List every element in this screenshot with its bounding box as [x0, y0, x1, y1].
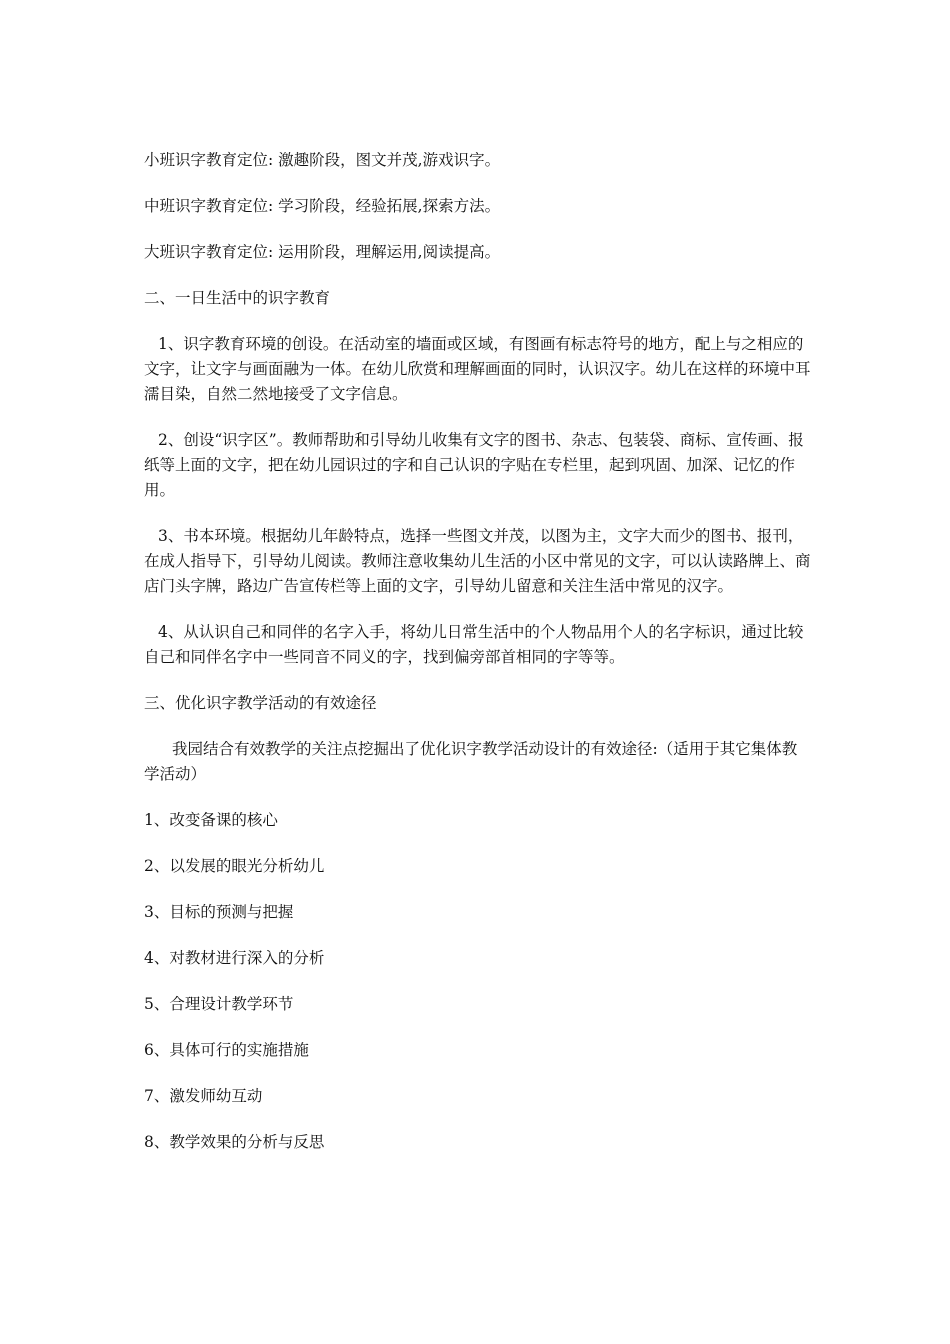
- positioning-middle-class: 中班识字教育定位: 学习阶段，经验拓展,探索方法。: [144, 197, 501, 215]
- list-item: 8、教学效果的分析与反思: [144, 1133, 325, 1151]
- section-heading-3: 三、优化识字教学活动的有效途径: [144, 694, 377, 712]
- positioning-large-class: 大班识字教育定位: 运用阶段，理解运用,阅读提高。: [144, 243, 501, 261]
- section2-paragraph: 4、从认识自己和同伴的名字入手，将幼儿日常生活中的个人物品用个人的名字标识，通过比较自己和同伴名字中一些同音不同义的字，找到偏旁部首相同的字等等。: [144, 623, 804, 666]
- list-item: 3、目标的预测与把握: [144, 903, 294, 921]
- section3-intro: 我园结合有效教学的关注点挖掘出了优化识字教学活动设计的有效途径:（适用于其它集体教学活动）: [144, 740, 798, 783]
- section2-paragraph: 1、识字教育环境的创设。在活动室的墙面或区域，有图画有标志符号的地方，配上与之相应的文字，让文字与画面融为一体。在幼儿欣赏和理解画面的同时，认识汉字。幼儿在这样的环境中耳濡目染，自然二然地接受了文字信息。: [144, 335, 811, 403]
- list-item: 1、改变备课的核心: [144, 811, 278, 829]
- section-heading-2: 二、一日生活中的识字教育: [144, 289, 331, 307]
- document-body: [144, 148, 812, 1176]
- list-item: 4、对教材进行深入的分析: [144, 949, 325, 967]
- section2-paragraph: 2、创设“识字区”。教师帮助和引导幼儿收集有文字的图书、杂志、包装袋、商标、宣传画、报纸等上面的文字，把在幼儿园识过的字和自己认识的字贴在专栏里，起到巩固、加深、记忆的作用。: [144, 431, 804, 499]
- list-item: 2、以发展的眼光分析幼儿: [144, 857, 325, 875]
- list-item: 6、具体可行的实施措施: [144, 1041, 309, 1059]
- list-item: 7、激发师幼互动: [144, 1087, 263, 1105]
- list-item: 5、合理设计教学环节: [144, 995, 294, 1013]
- positioning-small-class: 小班识字教育定位: 激趣阶段，图文并茂,游戏识字。: [144, 151, 501, 169]
- section2-paragraph: 3、书本环境。根据幼儿年龄特点，选择一些图文并茂，以图为主，文字大而少的图书、报刊，在成人指导下，引导幼儿阅读。教师注意收集幼儿生活的小区中常见的文字，可以认读路牌上、商店门头字牌，路边广告宣传栏等上面的文字，引导幼儿留意和关注生活中常见的汉字。: [144, 527, 811, 595]
